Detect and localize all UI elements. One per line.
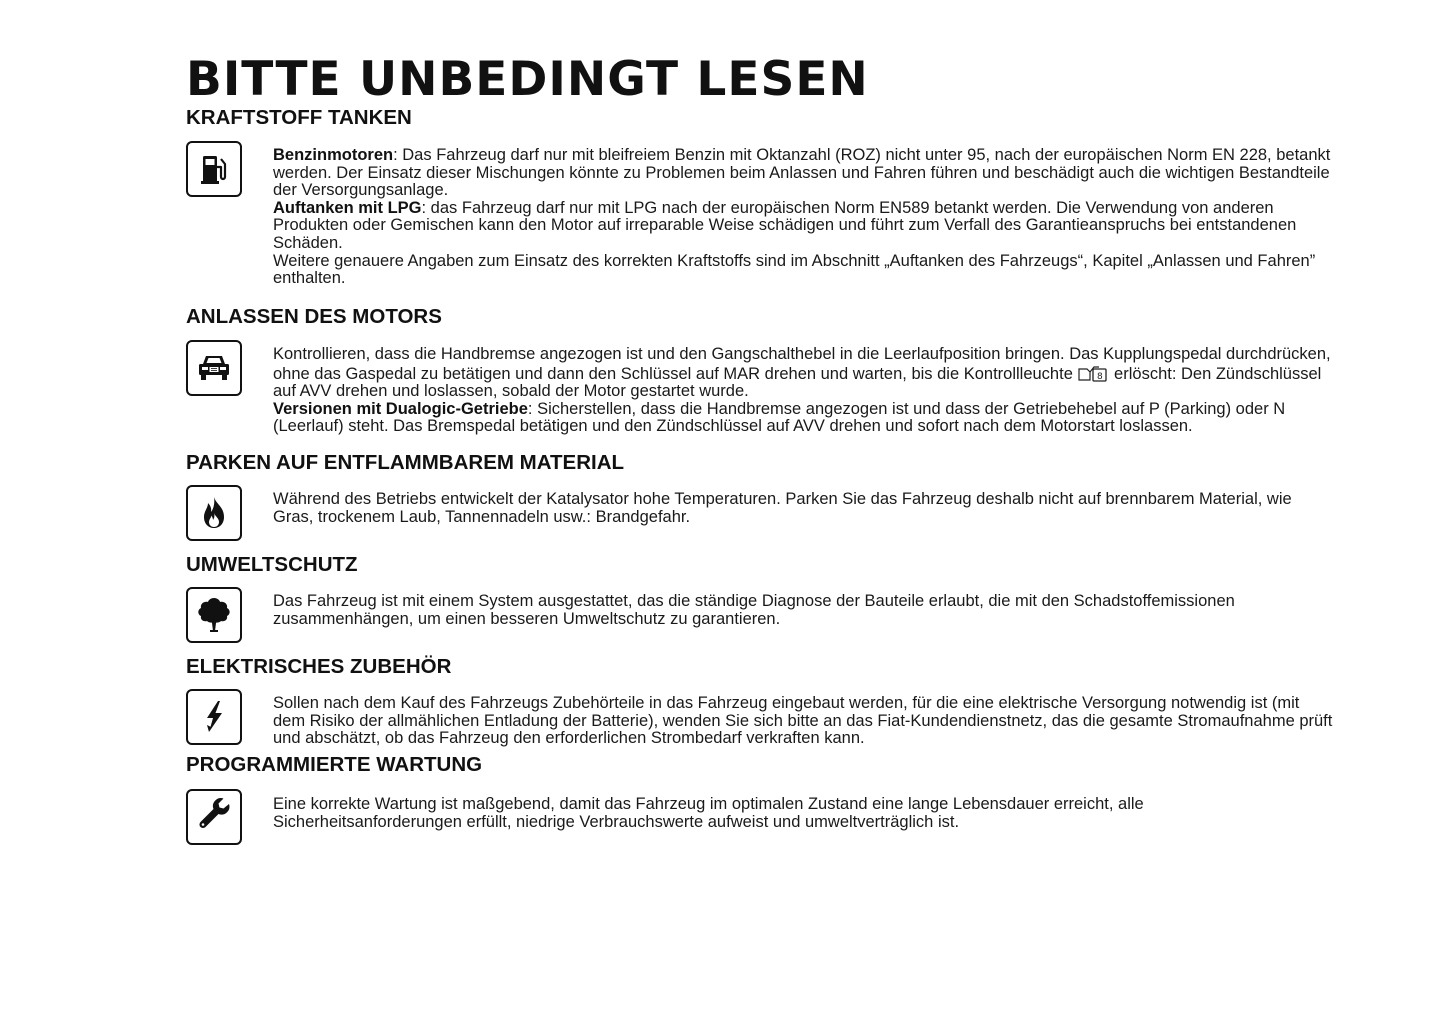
lightning-icon: [186, 689, 242, 745]
paragraph-dualogic: Versionen mit Dualogic-Getriebe: Sicherstellen, dass die Handbremse angezogen ist und dass der Getriebehebel auf P (Parking) oder N (Leerlauf) steht. Das Bremspedal betätigen und den Zündschlüssel auf AVV drehen und sofort nach dem Motorstart loslassen.: [273, 399, 1286, 436]
wrench-icon: [186, 789, 242, 845]
section-title-fuel: KRAFTSTOFF TANKEN: [186, 106, 412, 129]
paragraph-benzin: Benzinmotoren: Das Fahrzeug darf nur mit bleifreiem Benzin mit Oktanzahl (ROZ) nicht unter 95, nach der europäischen Norm EN 228, betankt werden. Der Einsatz dieser Mischungen könnte zu Problemen beim Anlassen und Fahren führen und beschädigt auch die wichtigen Bestandteile der Versorgungsanlage.: [273, 146, 1331, 200]
section-title-electrical: ELEKTRISCHES ZUBEHÖR: [186, 655, 452, 678]
paragraph-fuel-info: Weitere genauere Angaben zum Einsatz des korrekten Kraftstoffs sind im Abschnitt „Auftanken des Fahrzeugs“, Kapitel „Anlassen und Fahren” enthalten.: [273, 251, 1316, 288]
paragraph-engine-start: Kontrollieren, dass die Handbremse angezogen ist und den Gangschalthebel in die Leerlaufposition bringen. Das Kupplungspedal durchdrücken, ohne das Gaspedal zu betätigen und dann den Schlüssel auf MAR drehen und warten, bis die Kontrollleuchte 8 erlöscht: Den Zündschlüssel auf AVV drehen und loslassen, sobald der Motor gestartet wurde.: [273, 345, 1331, 401]
flame-icon: [186, 485, 242, 541]
section-body-engine-start: [273, 346, 1335, 436]
preheat-warning-light-icon: [1077, 364, 1109, 382]
section-body-parking: Während des Betriebs entwickelt der Katalysator hohe Temperaturen. Parken Sie das Fahrzeug deshalb nicht auf brennbarem Material, wie Gras, trockenem Laub, Tannennadeln usw.: Brandgefahr.: [273, 490, 1292, 526]
section-title-environment: UMWELTSCHUTZ: [186, 553, 358, 576]
car-front-icon: [186, 340, 242, 396]
section-body-maintenance: Eine korrekte Wartung ist maßgebend, damit das Fahrzeug im optimalen Zustand eine lange Lebensdauer erreicht, alle Sicherheitsanforderungen erfüllt, niedrige Verbrauchswerte aufweist und umweltverträglich ist.: [273, 795, 1144, 831]
section-body-electrical: Sollen nach dem Kauf des Fahrzeugs Zubehörteile in das Fahrzeug eingebaut werden, für die eine elektrische Versorgung notwendig ist (mit dem Risiko der allmählichen Entladung der Batterie), wenden Sie sich bitte an das Fiat-Kundendienstnetz, das die gesamte Stromaufnahme prüft und abschätzt, ob das Fahrzeug den erforderlichen Strombedarf verkraften kann.: [273, 694, 1333, 748]
page-title: BITTE UNBEDINGT LESEN: [186, 52, 869, 107]
paragraph-lpg: Auftanken mit LPG: das Fahrzeug darf nur mit LPG nach der europäischen Norm EN589 betankt werden. Die Verwendung von anderen Produkten oder Gemischen kann den Motor auf irreparable Weise schädigen und führt zum Verfall des Garantieanspruchs bei entstandenen Schäden.: [273, 198, 1297, 252]
section-title-maintenance: PROGRAMMIERTE WARTUNG: [186, 753, 483, 776]
svg-text:8: 8: [1097, 371, 1104, 382]
section-title-parking: PARKEN AUF ENTFLAMMBAREM MATERIAL: [186, 451, 625, 474]
tree-icon: [186, 587, 242, 643]
section-body-environment: Das Fahrzeug ist mit einem System ausgestattet, das die ständige Diagnose der Bauteile erlaubt, die mit den Schadstoffemissionen zusammenhängen, um einen besseren Umweltschutz zu garantieren.: [273, 592, 1235, 628]
fuel-pump-icon: [186, 141, 242, 197]
section-title-engine-start: ANLASSEN DES MOTORS: [186, 305, 442, 328]
section-body-fuel: [273, 147, 1335, 288]
